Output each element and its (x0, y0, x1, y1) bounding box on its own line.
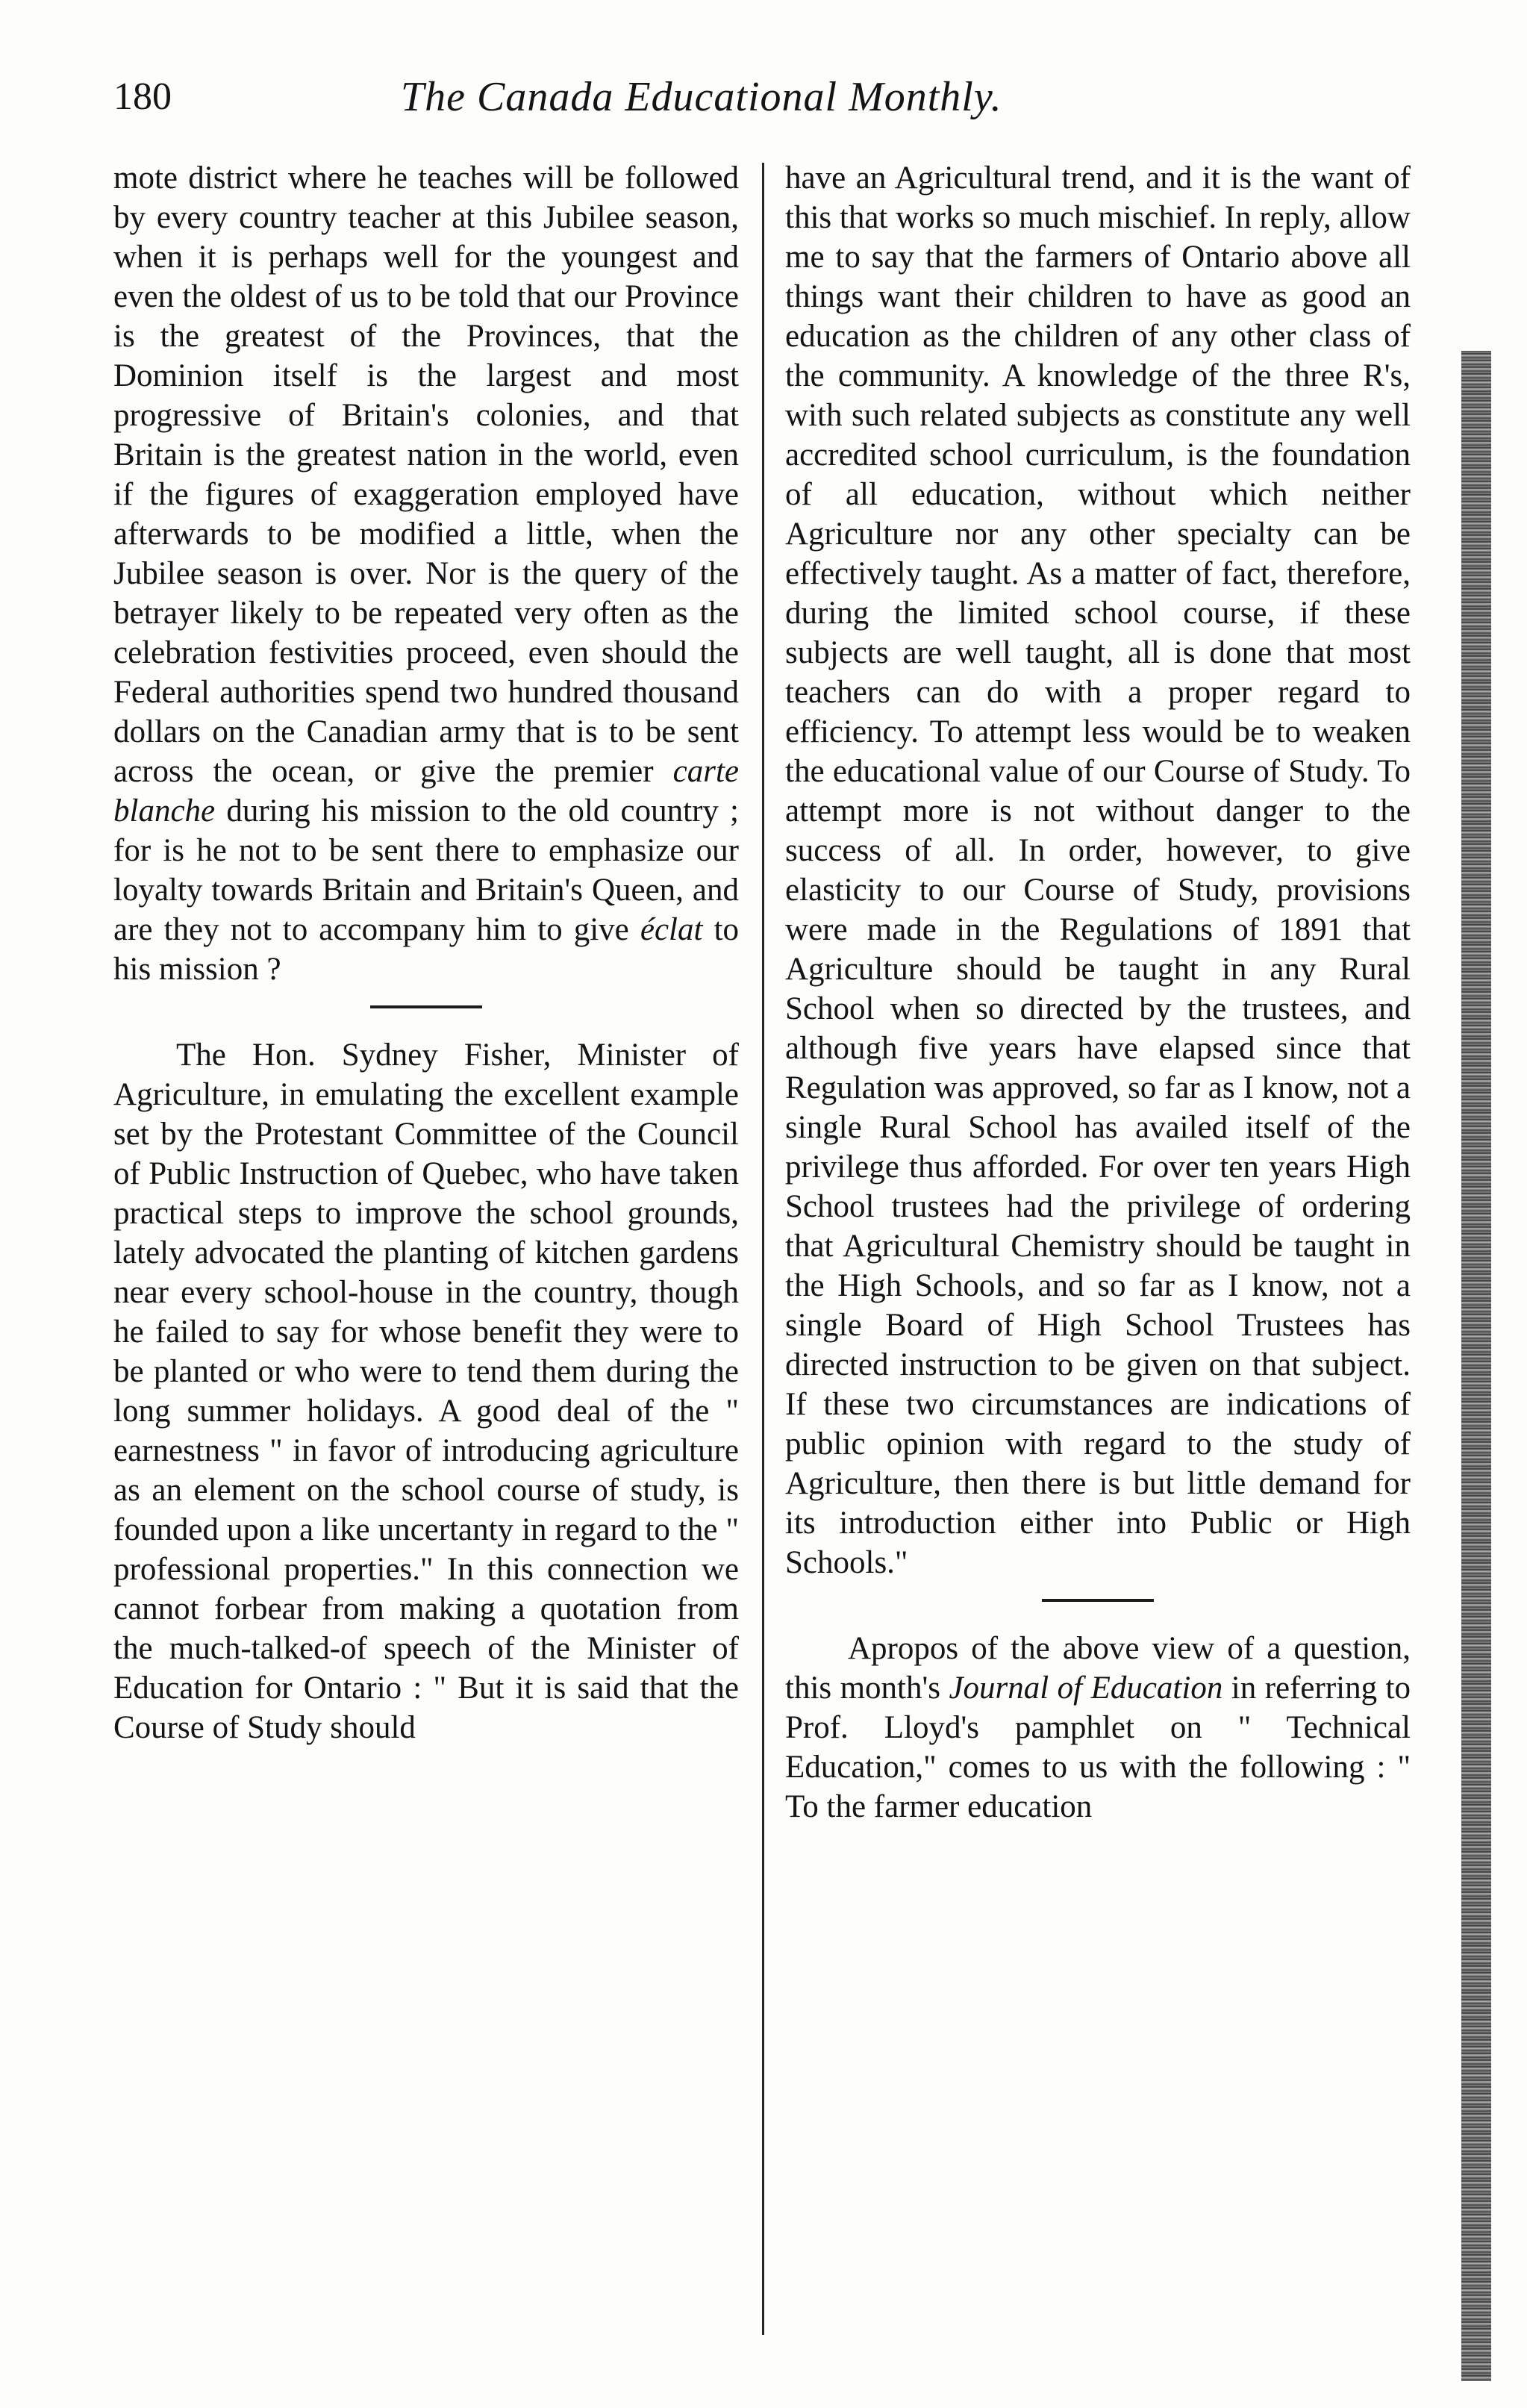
section-divider-rule-right (1042, 1599, 1154, 1602)
right-p2-start-text: Apropos of the above view of a question, this month's (785, 1631, 1411, 1706)
left-p1-text: mote district where he teaches will be followed by every country teacher at this Jubilee season, when it is perhaps well for the youngest and even the oldest of us to be told that our Province is the greatest of the Provinces, that the Dominion itself is the largest and most progressive of Britain's colonies, and that Britain is the greatest nation in the world, even if the figures of exaggeration employed have afterwards to be modified a little, when the Jubilee season is over. Nor is the query of the betrayer likely to be repeated very often as the celebration festivities proceed, even should the Federal authorities spend two hundred thousand dollars on the Canadian army that is to be sent across the ocean, or give the premier (113, 160, 739, 789)
section-divider-rule (370, 1005, 482, 1008)
left-p1-middle-text: during his mission to the old country ; for is he not to be sent there to emphasize our loyalty towards Britain and Britain's Queen, and are they not to accompany him to give (113, 793, 739, 947)
left-p1-end-text: to his mission ? (113, 912, 739, 987)
left-p1-italic-eclat: éclat (640, 912, 703, 947)
left-p1-italic-carte-blanche: carte blanche (113, 754, 739, 829)
column-divider-line (762, 163, 764, 2335)
left-paragraph-1 (113, 158, 739, 989)
left-column (113, 158, 739, 2345)
page-number: 180 (113, 75, 172, 118)
right-paragraph-1: have an Agricultural trend, and it is the want of this that works so much mischief. In reply, allow me to say that the farmers of Ontario above all things want their children to have as good an education as the children of any other class of the community. A knowledge of the three R's, with such related subjects as constitute any well accredited school curriculum, is the foundation of all education, without which neither Agriculture nor any other specialty can be effectively taught. As a matter of fact, therefore, during the limited school course, if these subjects are well taught, all is done that most teachers can do with a proper regard to efficiency. To attempt less would be to weaken the educational value of our Course of Study. To attempt more is not without danger to the success of all. In order, however, to give elasticity to our Course of Study, provisions were made in the Regulations of 1891 that Agriculture should be taught in any Rural School when so directed by the trustees, and although five years have elapsed since that Regulation was approved, so far as I know, not a single Rural School has availed itself of the privilege thus afforded. For over ten years High School trustees had the privilege of ordering that Agricultural Chemistry should be taught in the High Schools, and so far as I know, not a single Board of High School Trustees has directed instruction to be given on that subject. If these two circumstances are indications of public opinion with regard to the study of Agriculture, then there is but little demand for its introduction either into Public or High Schools." (785, 160, 1411, 1580)
right-column (785, 158, 1411, 2345)
right-p2-italic-journal: Journal of Education (949, 1671, 1223, 1706)
running-head (113, 67, 1412, 127)
left-paragraph-2: The Hon. Sydney Fisher, Minister of Agriculture, in emulating the excellent example set by the Protestant Committee of the Council of Public Instruction of Quebec, who have taken practical steps to improve the school grounds, lately advocated the planting of kitchen gardens near every school-house in the country, though he failed to say for whose benefit they were to be planted or who were to tend them during the long summer holidays. A good deal of the " earnestness " in favor of introducing agriculture as an element on the school course of study, is founded upon a like uncertanty in regard to the " professional properties." In this connection we cannot forbear from making a quotation from the much-talked-of speech of the Minister of Education for Ontario : " But it is said that the Course of Study should (113, 1038, 739, 1745)
right-paragraph-2 (785, 1629, 1411, 1827)
scanned-page-edge (1461, 351, 1491, 2381)
right-p2-end-text: in referring to Prof. Lloyd's pamphlet on " Technical Education," comes to us with the following : " To the farmer education (785, 1671, 1411, 1824)
journal-title: The Canada Educational Monthly. (401, 74, 1002, 120)
